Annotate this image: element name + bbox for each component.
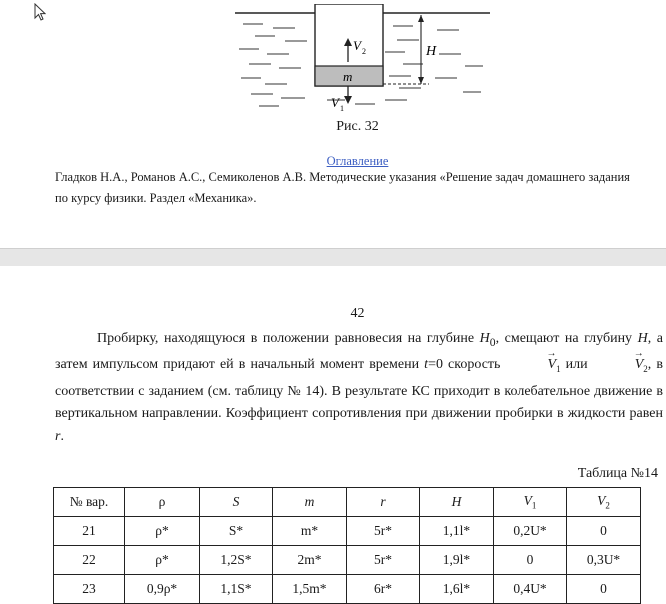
- header-cell-v2: [567, 488, 641, 517]
- figure-test-tube-diagram: [235, 4, 495, 114]
- v1-label-sub: 1: [340, 104, 344, 113]
- header-cell: № вар.: [54, 488, 125, 517]
- table-cell: 1,6l*: [420, 575, 494, 604]
- table-cell: 0: [567, 575, 641, 604]
- vector-v1: [506, 354, 561, 380]
- header-cell: m: [273, 488, 347, 517]
- table-cell: m*: [273, 517, 347, 546]
- symbol-h: H: [637, 331, 648, 346]
- table-cell: 5r*: [347, 517, 420, 546]
- mouse-cursor-icon: [34, 3, 46, 21]
- table-row: [54, 546, 641, 575]
- header-cell-v1: [494, 488, 567, 517]
- problem-text-part: , смещают на глубину: [495, 331, 638, 346]
- table-cell: 0,2U*: [494, 517, 567, 546]
- problem-text-part: , а затем импульсом придают ей в начальный момент времени: [55, 331, 663, 373]
- header-letter: V: [597, 493, 606, 509]
- table-cell: ρ*: [125, 546, 200, 575]
- v2-label: V: [353, 38, 361, 53]
- table-cell: 1,1l*: [420, 517, 494, 546]
- table-cell: 5r*: [347, 546, 420, 575]
- symbol-r: r: [55, 428, 61, 444]
- table-cell: S*: [200, 517, 273, 546]
- table-cell: 6r*: [347, 575, 420, 604]
- vector-v2: [593, 354, 648, 380]
- table-cell: 1,5m*: [273, 575, 347, 604]
- header-cell: r: [347, 488, 420, 517]
- variants-table: [53, 487, 641, 604]
- header-cell: ρ: [125, 488, 200, 517]
- table-cell: 0,9ρ*: [125, 575, 200, 604]
- velocity-v1-arrow: [344, 86, 352, 104]
- table-cell: 2m*: [273, 546, 347, 575]
- v1-label: V: [331, 95, 339, 110]
- symbol-sub: 0: [489, 335, 496, 349]
- table-cell: ρ*: [125, 517, 200, 546]
- page-number: 42: [350, 306, 365, 321]
- header-cell: H: [420, 488, 494, 517]
- table-header-row: [54, 488, 641, 517]
- vector-sub: 2: [643, 364, 648, 375]
- table-row: [54, 517, 641, 546]
- vector-letter: V: [634, 357, 644, 373]
- table-cell: 0: [494, 546, 567, 575]
- table-cell: 0: [567, 517, 641, 546]
- problem-statement: [55, 328, 663, 449]
- vector-sub: 1: [556, 364, 561, 375]
- table-cell: 22: [54, 546, 125, 575]
- v2-label-sub: 2: [362, 47, 366, 56]
- table-cell: 0,3U*: [567, 546, 641, 575]
- table-row: [54, 575, 641, 604]
- problem-text-part: , в соответствии с заданием (см. таблицу № 14). В результате КС приходит в колебательное движение в вертикальном направлении. Коэффициент сопротивления при движении пробирки в жидкости равен: [55, 357, 663, 422]
- header-cell: S: [200, 488, 273, 517]
- depth-dimension: [383, 15, 429, 84]
- vector-letter: V: [547, 357, 557, 373]
- table-cell: 0,4U*: [494, 575, 567, 604]
- figure-caption: Рис. 32: [336, 119, 379, 134]
- symbol-h: H: [479, 331, 490, 346]
- header-sub: 2: [605, 500, 610, 511]
- table-of-contents-link[interactable]: Оглавление: [326, 154, 389, 168]
- header-sub: 1: [531, 500, 537, 511]
- table-cell: 1,9l*: [420, 546, 494, 575]
- table-cell: 1,2S*: [200, 546, 273, 575]
- table-cell: 21: [54, 517, 125, 546]
- problem-text-part: Пробирку, находящуюся в положении равновесия на глубине: [97, 331, 480, 346]
- table-cell: 1,1S*: [200, 575, 273, 604]
- reference-text: Гладков Н.А., Романов А.С., Семиколенов А.В. Методические указания «Решение задач домашнего задания по курсу физики. Раздел «Механика».: [55, 170, 630, 205]
- problem-text-part: =0 скорость: [428, 357, 506, 373]
- table-cell: 23: [54, 575, 125, 604]
- problem-text-part: или: [560, 357, 593, 373]
- page-separator: [0, 248, 666, 267]
- problem-text-part: .: [60, 428, 64, 444]
- table-caption: Таблица №14: [577, 466, 658, 481]
- mass-label: m: [343, 69, 353, 84]
- header-letter: V: [523, 493, 532, 509]
- depth-label: H: [426, 44, 437, 59]
- symbol-t: t: [424, 357, 429, 373]
